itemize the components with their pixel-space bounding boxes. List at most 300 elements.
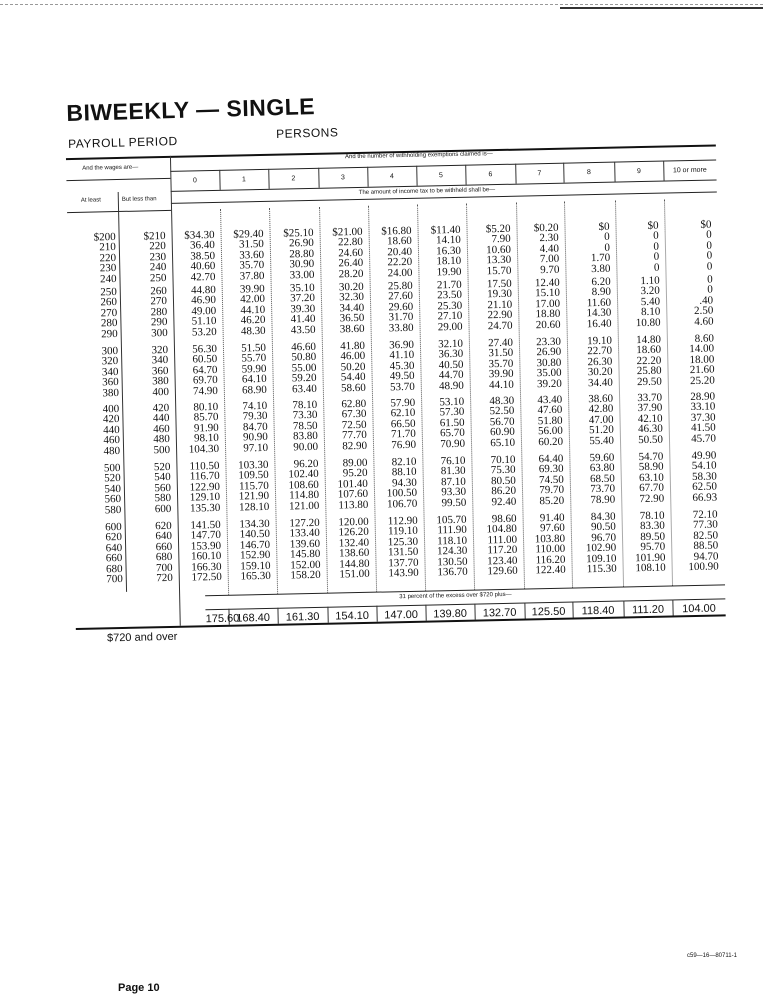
tax-amount: 138.60 [338,547,370,560]
wage-less-than: 240 [149,261,167,274]
tax-amount: 26.90 [536,346,562,359]
tax-amount: 37.20 [290,292,316,305]
tax-amount: 0 [706,239,713,252]
wage-at-least: 250 [100,286,117,299]
wage-less-than: 420 [152,401,170,415]
tax-amount: 59.60 [589,451,615,465]
tax-amount: 3.80 [591,262,611,275]
tax-amount: 73.70 [590,482,616,496]
wage-at-least: 540 [104,482,122,496]
over-720-amount: 111.20 [631,603,665,617]
tax-amount: 14.80 [636,333,662,347]
tax-amount: 6.20 [591,275,611,289]
tax-amount: 72.50 [341,418,367,432]
tax-amount: 53.70 [389,380,415,393]
tax-amount: 56.70 [489,415,515,429]
wage-less-than: 340 [151,354,169,367]
tax-amount: 16.40 [586,317,612,330]
tax-amount: 94.30 [391,476,417,490]
tax-amount: 50.80 [291,351,317,364]
tax-amount: 48.30 [489,394,515,408]
tax-amount: 111.90 [437,524,467,537]
tax-amount: 50.50 [638,433,664,446]
tax-amount: 10.80 [635,316,661,329]
wage-at-least: 560 [104,493,122,506]
tax-amount: 63.10 [638,471,664,484]
wage-at-least: $200 [93,231,116,244]
tax-amount: 18.00 [689,353,715,366]
tax-amount: 93.30 [441,485,467,499]
wage-at-least: 680 [105,562,123,575]
tax-amount: 22.70 [587,345,613,358]
tax-amount: $29.40 [233,227,264,241]
tax-amount: 42.00 [240,293,266,306]
tax-amount: 131.50 [387,545,419,559]
tax-amount: 80.10 [193,400,219,414]
tax-amount: 32.10 [438,337,464,351]
tax-amount: 84.70 [242,420,268,434]
tax-amount: 83.80 [292,430,318,443]
wage-at-least: 230 [99,262,117,275]
tax-amount: 60.20 [538,435,564,448]
tax-amount: $0 [700,218,712,231]
tax-amount: 28.80 [289,247,315,261]
tax-amount: 0 [653,230,659,243]
tax-amount: 64.70 [192,363,218,377]
exemptions-label: And the number of withholding exemptions claimed is— [344,151,493,161]
tax-amount: 44.70 [438,368,464,382]
tax-amount: 77.30 [692,518,718,532]
tax-amount: 29.50 [636,375,662,388]
tax-amount: 26.30 [587,355,613,369]
tax-amount: 77.70 [341,429,367,442]
tax-amount: 76.90 [391,438,417,451]
tax-amount: 96.70 [591,531,617,544]
tax-amount: 4.60 [694,315,714,328]
tax-amount: 35.70 [239,259,265,272]
tax-amount: 63.80 [589,462,615,475]
tax-amount: 37.30 [690,411,716,424]
wages-rule [66,178,170,181]
tax-amount: 33.70 [637,391,663,405]
tax-amount: 66.93 [692,491,718,504]
tax-amount: 85.70 [193,411,219,424]
tax-amount: 107.60 [337,488,369,501]
wage-at-least: 580 [104,503,122,516]
tax-amount: 51.10 [191,315,217,328]
wage-at-least: 700 [106,572,123,586]
wage-less-than: 250 [149,271,167,284]
tax-amount: 41.40 [290,313,316,326]
tax-amount: 132.40 [338,536,370,550]
tax-amount: 90.90 [242,431,268,444]
tax-amount: 40.60 [190,260,216,273]
tax-amount: 104.80 [486,523,517,536]
wage-less-than: 500 [153,443,171,456]
tax-amount: 74.10 [242,399,268,413]
tax-amount: 110.00 [535,542,566,556]
wage-less-than: 230 [149,250,167,264]
wage-at-least: 600 [105,520,122,534]
tax-amount: 21.70 [436,278,462,292]
tax-amount: 0 [604,231,610,244]
tax-amount: 51.50 [241,341,267,355]
over-720-amount: 118.40 [581,604,615,618]
tax-amount: $0 [598,220,610,233]
tax-amount: 86.20 [491,484,517,498]
tax-amount: 97.10 [243,441,269,455]
tax-amount: 39.90 [488,367,514,381]
tax-amount: 63.40 [291,382,317,395]
tax-amount: 22.80 [337,236,363,249]
tax-amount: 65.70 [439,426,465,440]
tax-amount: 118.10 [437,534,468,548]
tax-amount: 58.30 [691,470,717,483]
tax-amount: 49.00 [191,304,217,318]
tax-amount: 106.70 [386,497,418,511]
tax-amount: $0 [647,219,659,232]
tax-amount: 147.70 [190,529,222,542]
tax-amount: 78.50 [292,419,318,433]
tax-amount: 56.00 [537,424,563,438]
tax-amount: 20.40 [387,245,413,259]
tax-amount: 51.20 [588,423,614,437]
tax-amount: 26.40 [338,257,364,270]
tax-amount: 25.80 [387,279,413,293]
tax-amount: $25.10 [283,226,314,240]
wage-at-least: 340 [101,365,119,379]
tax-amount: 53.10 [439,395,465,409]
tax-amount: 89.50 [640,530,666,543]
tax-amount: 133.40 [289,527,320,540]
column-header-4: 4 [389,173,394,181]
tax-amount: 44.80 [190,283,216,297]
tax-amount: 115.70 [238,479,269,493]
tax-amount: 49.90 [691,449,717,463]
tax-amount: 90.50 [590,521,616,534]
over-720-amount: 168.40 [236,611,271,625]
tax-amount: 25.80 [636,364,662,378]
tax-amount: 14.30 [586,306,612,320]
column-header-10: 10 or more [672,166,707,175]
wage-at-least: 480 [103,444,121,457]
wage-less-than: 280 [150,305,168,319]
tax-amount: 2.30 [539,232,559,245]
column-header-9: 9 [636,168,641,176]
tax-amount: 14.10 [435,234,461,247]
tax-amount: 45.30 [389,359,415,373]
tax-amount: 110.50 [189,459,220,473]
tax-amount: 8.60 [694,332,715,345]
tax-amount: 60.50 [192,353,218,366]
tax-amount: 137.70 [388,556,419,570]
tax-amount: 112.90 [387,514,418,528]
tax-amount: 117.20 [487,543,518,557]
tax-amount: 101.90 [635,551,666,564]
tax-amount: 153.90 [190,539,222,553]
tax-amount: 46.90 [191,294,217,307]
tax-amount: 141.50 [190,518,221,532]
tax-amount: 33.00 [289,268,315,282]
tax-amount: 104.30 [188,442,220,456]
tax-amount: 74.90 [192,384,218,398]
tax-amount: 109.50 [238,469,269,482]
tax-amount: 28.20 [338,267,364,280]
tax-amount: 98.60 [491,512,517,526]
tax-amount: 33.10 [690,400,716,414]
tax-amount: 126.20 [338,526,369,539]
wage-less-than: 460 [153,422,170,436]
wage-at-least: 660 [105,552,123,565]
tax-amount: 43.50 [290,323,316,337]
tax-amount: 60.90 [489,425,515,439]
wage-less-than: 300 [151,326,168,339]
tax-amount: 67.70 [639,481,665,495]
tax-amount: 18.80 [535,307,561,321]
tax-amount: 152.90 [239,549,271,562]
tax-amount: 122.90 [189,480,221,494]
tax-amount: 151.00 [339,567,370,581]
column-header-6: 6 [488,171,493,179]
tax-amount: 21.10 [487,298,513,312]
column-header-3: 3 [340,174,345,182]
tax-amount: 15.70 [486,264,512,277]
tax-amount: 1.10 [640,274,660,288]
wages-label: And the wages are— [82,164,139,172]
tax-amount: 15.10 [535,287,561,300]
tax-amount: 23.30 [536,335,562,349]
tax-amount: 129.10 [189,491,221,504]
tax-amount: 0 [707,283,713,297]
tax-amount: $21.00 [332,225,363,239]
wage-at-least: 360 [102,376,119,389]
tax-amount: 87.10 [440,475,466,489]
wage-less-than: 680 [155,551,173,564]
tax-amount: 17.50 [486,277,512,291]
tax-amount: 31.70 [388,311,414,324]
tax-amount: 79.70 [539,483,565,497]
wage-at-least: 270 [100,306,118,320]
page-number: Page 10 [118,982,160,994]
tax-amount: 64.40 [538,452,564,466]
tax-amount: 47.00 [588,413,614,426]
tax-amount: 68.50 [589,472,615,485]
tax-amount: 55.70 [241,352,267,365]
tax-amount: 144.80 [339,557,370,571]
wage-less-than: $210 [143,230,166,243]
tax-amount: 88.50 [693,539,719,553]
tax-amount: $0.20 [533,221,559,235]
tax-amount: 172.50 [191,570,222,584]
tax-amount: 4.40 [539,242,560,255]
tax-amount: 0 [653,240,660,253]
tax-amount: $34.30 [184,228,215,242]
tax-amount: 37.90 [637,402,663,415]
excess-note: 31 percent of the excess over $720 plus— [399,591,512,601]
wage-at-least: 240 [99,272,117,285]
wage-at-least: 640 [105,541,123,555]
wage-less-than: 520 [153,460,171,474]
tax-amount: 59.90 [241,362,267,376]
subtitle-persons: PERSONS [276,125,339,141]
tax-amount: 92.40 [491,495,517,508]
wage-less-than: 620 [155,519,172,533]
tax-amount: 61.50 [439,416,465,430]
tax-amount: 166.30 [191,560,222,574]
tax-amount: 58.60 [340,381,366,394]
tax-amount: 96.20 [293,457,319,471]
tax-amount: 29.00 [437,320,463,333]
wage-at-least: 300 [101,345,119,358]
tax-amount: 108.10 [635,561,666,575]
tax-amount: 57.90 [390,396,416,410]
tax-amount: 27.10 [437,310,463,323]
over-720-amount: 147.00 [384,608,419,622]
tax-amount: 0 [707,273,713,286]
tax-amount: 123.40 [487,554,518,567]
tax-amount: 62.80 [341,397,367,411]
tax-amount: 17.00 [535,297,561,311]
tax-amount: 54.40 [340,371,366,384]
tax-amount: 101.40 [337,477,368,491]
tax-amount: 46.30 [637,422,663,436]
tax-amount: 22.20 [636,354,662,367]
tax-amount: 78.90 [590,493,616,506]
tax-amount: 95.20 [342,467,368,480]
tax-amount: 82.50 [693,529,719,542]
column-header-0: 0 [192,177,197,185]
tax-amount: 7.00 [539,252,560,266]
tax-amount: 124.30 [436,544,468,558]
tax-amount: 50.20 [340,360,366,374]
tax-amount: 44.10 [488,378,514,391]
tax-amount: 73.30 [292,409,318,422]
wage-less-than: 380 [152,375,169,388]
tax-amount: 52.50 [489,405,515,418]
tax-amount: 72.90 [639,492,665,505]
tax-amount: 116.20 [535,553,566,566]
tax-amount: 103.30 [238,458,269,472]
tax-amount: 89.00 [342,456,368,470]
tax-amount: 83.30 [639,520,665,533]
wage-less-than: 700 [155,561,173,574]
tax-amount: 80.50 [490,474,516,488]
over-720-amount: 139.80 [433,607,468,621]
tax-amount: 24.00 [387,266,413,279]
tax-amount: 113.80 [338,498,369,512]
wage-at-least: 260 [100,296,118,309]
tax-amount: 22.90 [487,308,513,322]
tax-amount: 134.30 [239,517,270,531]
tax-amount: 65.10 [490,436,516,449]
tax-amount: 90.00 [293,440,319,453]
tax-amount: 44.10 [240,303,266,317]
tax-amount: 152.00 [290,558,321,572]
tax-amount: 143.90 [388,566,419,580]
tax-amount: 121.00 [288,499,320,513]
wage-less-than: 320 [151,343,169,357]
tax-amount: 36.30 [438,348,464,361]
tax-amount: 36.40 [189,239,215,252]
tax-amount: 54.10 [691,459,717,473]
tax-amount: 19.10 [587,334,613,348]
tax-amount: 11.60 [586,296,612,310]
tax-amount: 0 [706,228,712,242]
tax-amount: 119.10 [387,525,418,538]
tax-amount: 78.10 [639,509,665,523]
wage-less-than: 720 [156,571,173,585]
wage-less-than: 640 [155,530,173,543]
tax-amount: .40 [699,294,714,307]
tax-amount: 48.30 [240,324,266,338]
tax-amount: 94.70 [693,550,719,563]
column-header-2: 2 [291,175,296,183]
tax-amount: 22.20 [387,256,413,269]
tax-amount: 39.20 [536,377,562,390]
tax-amount: 71.70 [390,428,416,441]
tax-amount: 18.10 [436,255,462,268]
tax-amount: 88.10 [391,466,417,479]
wage-less-than: 260 [150,285,167,298]
tax-amount: 29.60 [388,300,414,314]
tax-amount: 54.70 [638,450,664,464]
tax-amount: 51.80 [537,414,563,428]
tax-amount: 111.00 [487,533,518,547]
tax-amount: 67.30 [341,408,367,421]
tax-amount: 81.30 [440,465,466,478]
tax-amount: 37.80 [239,269,265,283]
tax-amount: 27.60 [388,290,414,303]
tax-amount: 34.40 [587,376,613,389]
wage-at-least: 320 [101,355,119,368]
wage-less-than: 440 [152,412,170,425]
column-header-8: 8 [586,169,591,177]
tax-amount: 25.30 [437,299,463,313]
wage-less-than: 560 [154,481,172,495]
column-header-7: 7 [537,170,542,178]
tax-amount: 159.10 [240,559,271,573]
tax-amount: 57.30 [439,406,465,419]
tax-amount: 135.30 [189,501,221,515]
tax-amount: 31.50 [238,238,264,251]
tax-amount: 47.60 [537,404,563,417]
over-720-amount: 104.00 [682,602,716,616]
tax-amount: 139.60 [289,537,321,551]
tax-amount: 25.20 [689,374,715,387]
tax-amount: 35.00 [536,366,562,380]
tax-amount: 82.10 [391,455,417,469]
tax-amount: 82.90 [342,439,368,452]
tax-amount: 115.30 [586,562,617,576]
wage-less-than: 270 [150,295,168,308]
column-header-5: 5 [438,172,443,180]
tax-amount: $11.40 [430,223,461,237]
tax-amount: 0 [706,260,713,273]
wage-less-than: 400 [152,385,169,398]
tax-amount: 129.60 [487,564,518,578]
tax-amount: 125.30 [387,535,419,549]
wage-less-than: 290 [150,316,168,329]
tax-amount: 41.50 [690,421,716,435]
tax-amount: 16.30 [436,244,462,258]
tax-amount: 128.10 [238,500,270,514]
at-least-label: At least [80,197,101,204]
amount-label: The amount of income tax to be withheld shall be— [358,187,496,196]
tax-amount: 140.50 [239,528,271,541]
tax-amount: 97.60 [539,522,565,535]
tax-amount: 58.90 [638,461,664,474]
tax-amount: 62.10 [390,407,416,420]
